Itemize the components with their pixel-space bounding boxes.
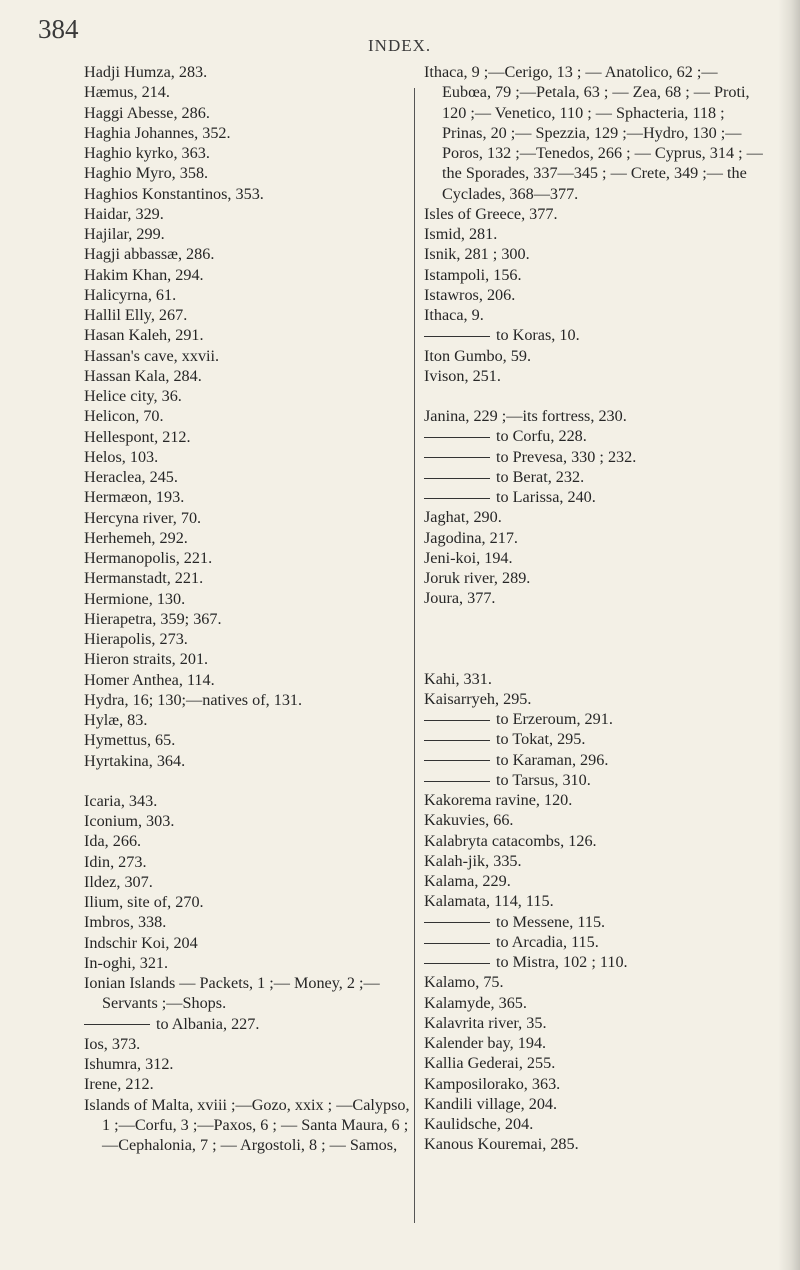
index-entry-text: Kalamyde, 365. [424, 993, 527, 1012]
index-entry-text: Kalender bay, 194. [424, 1034, 547, 1052]
index-entry [424, 1094, 764, 1114]
index-entry-text: Helice city, 36. [84, 387, 182, 405]
index-entry-text: Herhemeh, 292. [84, 528, 188, 547]
index-entry [424, 528, 764, 548]
index-entry-text: In-oghi, 321. [84, 953, 169, 972]
index-entry-text: Iconium, 303. [84, 812, 175, 830]
index-entry [84, 184, 414, 204]
index-entry-text: Hellespont, 212. [84, 427, 191, 446]
index-entry [84, 1095, 414, 1156]
index-entry [84, 366, 414, 386]
index-entry [424, 346, 764, 366]
index-entry [424, 1053, 764, 1073]
index-column-right [424, 62, 764, 1155]
index-entry-text: Indschir Koi, 204 [84, 933, 198, 952]
index-subentry [84, 1014, 414, 1034]
index-entry-text: Helos, 103. [84, 447, 159, 466]
index-subentry [424, 447, 764, 467]
index-entry-text: Jagodina, 217. [424, 528, 518, 547]
index-entry-text: to Albania, 227. [156, 1014, 260, 1033]
index-entry-text: to Koras, 10. [496, 326, 580, 345]
index-entry [424, 406, 764, 426]
index-entry-text: Istampoli, 156. [424, 265, 522, 284]
index-entry [84, 427, 414, 447]
index-entry [84, 589, 414, 609]
index-entry-text: Kalabryta catacombs, 126. [424, 831, 597, 850]
index-entry-text: Hassan's cave, xxvii. [84, 346, 220, 365]
index-entry [84, 305, 414, 325]
index-entry-text: to Mistra, 102 ; 110. [496, 953, 628, 971]
index-entry-text: Hermione, 130. [84, 589, 186, 608]
index-subentry [424, 912, 764, 932]
index-entry [84, 933, 414, 953]
index-entry [84, 447, 414, 467]
index-entry-text: Imbros, 338. [84, 913, 167, 932]
index-entry-text: Ismid, 281. [424, 225, 498, 243]
running-head: INDEX. [368, 36, 432, 55]
index-entry [424, 224, 764, 244]
index-entry-text: Haghia Johannes, 352. [84, 123, 231, 142]
index-entry-text: Kalama, 229. [424, 872, 511, 890]
index-entry [84, 528, 414, 548]
index-entry-text: Ildez, 307. [84, 872, 153, 891]
index-entry [84, 710, 414, 730]
ditto-dash [424, 437, 490, 438]
index-entry [424, 689, 764, 709]
page-header [38, 14, 762, 55]
index-entry [424, 972, 764, 992]
index-entry-text: to Erzeroum, 291. [496, 710, 613, 728]
index-entry-text: Hierapetra, 359; 367. [84, 609, 222, 628]
index-entry-text: Kandili village, 204. [424, 1094, 558, 1113]
index-entry-text: Irene, 212. [84, 1075, 154, 1094]
index-entry-text: Hallil Elly, 267. [84, 306, 188, 324]
index-entry-text: Kahi, 331. [424, 669, 492, 688]
index-entry-text: Hassan Kala, 284. [84, 366, 202, 385]
index-entry [84, 831, 414, 851]
index-entry [84, 690, 414, 710]
ditto-dash [424, 457, 490, 458]
index-entry-text: Hieron straits, 201. [84, 650, 209, 669]
index-entry [84, 852, 414, 872]
index-entry-text: to Prevesa, 330 ; 232. [496, 447, 637, 466]
index-entry-text: Kakorema ravine, 120. [424, 791, 573, 809]
index-entry [84, 204, 414, 224]
index-entry-text: Ios, 373. [84, 1034, 141, 1053]
section-spacer [424, 609, 764, 669]
index-entry-text: Hylæ, 83. [84, 711, 148, 729]
index-entry-text: Helicon, 70. [84, 407, 164, 426]
index-entry-text: Hydra, 16; 130;—natives of, 131. [84, 690, 303, 709]
ditto-dash [84, 1024, 150, 1025]
index-entry [84, 892, 414, 912]
index-entry [84, 508, 414, 528]
section-spacer [424, 386, 764, 406]
index-entry [424, 790, 764, 810]
ditto-dash [424, 922, 490, 923]
ditto-dash [424, 498, 490, 499]
index-entry-text: Ishumra, 312. [84, 1055, 174, 1073]
index-column-left [84, 62, 414, 1155]
ditto-dash [424, 740, 490, 741]
index-entry-text: Janina, 229 ;—its fortress, 230. [424, 407, 627, 425]
column-divider [414, 88, 415, 1223]
ditto-dash [424, 781, 490, 782]
index-entry-text: Kalamo, 75. [424, 973, 504, 992]
index-entry [84, 386, 414, 406]
index-entry-text: Isnik, 281 ; 300. [424, 245, 530, 264]
index-entry-text: Halicyrna, 61. [84, 285, 177, 304]
ditto-dash [424, 760, 490, 761]
index-entry [424, 204, 764, 224]
index-entry [424, 366, 764, 386]
index-entry-text: Haggi Abesse, 286. [84, 103, 210, 122]
index-entry-text: Idin, 273. [84, 852, 147, 871]
index-entry-text: Kallia Gederai, 255. [424, 1054, 556, 1073]
index-entry-text: Joura, 377. [424, 589, 496, 608]
index-entry [84, 163, 414, 183]
index-entry [424, 810, 764, 830]
index-entry-text: Kalavrita river, 35. [424, 1013, 547, 1032]
index-entry-text: Kalah-jik, 335. [424, 851, 522, 870]
index-entry [84, 123, 414, 143]
index-entry [84, 568, 414, 588]
index-entry-text: Ithaca, 9 ;—Cerigo, 13 ; — Anatolico, 62 ;—Eubœa, 79 ;—Petala, 63 ; — Zea, 68 ; — Proti, 120 ;— Venetico, 110 ; — Sphacteria, 118 ; Prinas, 20 ;— Spezzia, 129 ;—Hydro, 130 ;—Poros, 132 ;—Tenedos, 266 ; — Cyprus, 314 ; — the Sporades, 337—345 ; — Crete, 349 ;— the Cyclades, 368—377. [424, 63, 763, 203]
index-entry [424, 1114, 764, 1134]
index-entry-text: to Corfu, 228. [496, 427, 587, 446]
index-entry-text: Hierapolis, 273. [84, 630, 188, 648]
index-entry-text: Joruk river, 289. [424, 569, 531, 587]
index-entry [84, 62, 414, 82]
index-entry-text: Iton Gumbo, 59. [424, 346, 532, 365]
page-number: 384 [38, 14, 79, 44]
index-entry [84, 730, 414, 750]
index-subentry [424, 426, 764, 446]
index-entry [84, 406, 414, 426]
index-entry [424, 669, 764, 689]
index-entry [424, 244, 764, 264]
index-entry-text: Kalamata, 114, 115. [424, 892, 554, 911]
index-entry [84, 973, 414, 1014]
index-entry-text: Ithaca, 9. [424, 306, 484, 324]
index-entry [424, 285, 764, 305]
index-entry [424, 831, 764, 851]
index-entry [84, 791, 414, 811]
index-entry-text: Kaisarryeh, 295. [424, 689, 532, 708]
index-entry [84, 1034, 414, 1054]
index-entry-text: Hagji abbassæ, 286. [84, 245, 215, 264]
index-entry [424, 891, 764, 911]
index-entry [424, 568, 764, 588]
index-entry [424, 993, 764, 1013]
index-entry [84, 751, 414, 771]
index-entry [84, 1054, 414, 1074]
index-entry-text: to Karaman, 296. [496, 750, 609, 769]
index-entry-text: Jeni-koi, 194. [424, 548, 513, 567]
index-entry-text: Islands of Malta, xviii ;—Gozo, xxix ; —Calypso, 1 ;—Corfu, 3 ;—Paxos, 6 ; — Santa Maura, 6 ;—Cephalonia, 7 ; — Argostoli, 8 ; — Samos, [84, 1095, 410, 1154]
index-entry-text: to Messene, 115. [496, 912, 606, 931]
index-entry-text: Hæmus, 214. [84, 83, 170, 102]
index-entry [84, 143, 414, 163]
ditto-dash [424, 720, 490, 721]
index-entry-text: Jaghat, 290. [424, 508, 502, 527]
index-entry [84, 325, 414, 345]
index-entry-text: Hasan Kaleh, 291. [84, 326, 204, 345]
index-entry [424, 1074, 764, 1094]
index-entry-text: Heraclea, 245. [84, 468, 178, 486]
index-entry-text: Hajilar, 299. [84, 225, 165, 243]
index-entry-text: Kanous Kouremai, 285. [424, 1135, 579, 1154]
index-entry-text: Hermanopolis, 221. [84, 549, 213, 567]
ditto-dash [424, 478, 490, 479]
ditto-dash [424, 336, 490, 337]
index-entry-text: Kamposilorako, 363. [424, 1074, 561, 1093]
index-entry [84, 649, 414, 669]
index-subentry [424, 709, 764, 729]
page-edge-shadow [778, 0, 800, 1270]
index-subentry [424, 952, 764, 972]
index-subentry [424, 770, 764, 790]
index-subentry [424, 750, 764, 770]
index-entry [84, 811, 414, 831]
index-entry-text: Hakim Khan, 294. [84, 265, 204, 284]
index-entry [424, 62, 764, 204]
index-entry-text: to Arcadia, 115. [496, 932, 599, 951]
index-entry [424, 548, 764, 568]
index-entry [84, 487, 414, 507]
index-entry [84, 103, 414, 123]
index-entry-text: Ida, 266. [84, 832, 142, 851]
index-entry [424, 1013, 764, 1033]
index-entry-text: to Tokat, 295. [496, 730, 586, 749]
index-subentry [424, 325, 764, 345]
index-entry [84, 82, 414, 102]
index-entry-text: Haghios Konstantinos, 353. [84, 184, 264, 203]
index-entry-text: Kaulidsche, 204. [424, 1115, 534, 1133]
index-entry [84, 265, 414, 285]
index-subentry [424, 729, 764, 749]
index-entry [84, 467, 414, 487]
index-entry [424, 588, 764, 608]
index-entry-text: Haghio Myro, 358. [84, 164, 209, 183]
index-entry-text: Hyrtakina, 364. [84, 751, 186, 770]
index-entry-text: Hermanstadt, 221. [84, 569, 204, 588]
index-entry [424, 851, 764, 871]
index-entry [84, 1074, 414, 1094]
index-entry-text: Kakuvies, 66. [424, 811, 514, 830]
ditto-dash [424, 943, 490, 944]
ditto-dash [424, 963, 490, 964]
index-entry [84, 629, 414, 649]
index-entry-text: Hymettus, 65. [84, 731, 176, 750]
index-entry [84, 872, 414, 892]
index-entry [424, 305, 764, 325]
index-entry-text: Ionian Islands — Packets, 1 ;— Money, 2 ;—Servants ;—Shops. [84, 974, 380, 1013]
index-entry [424, 1134, 764, 1154]
index-entry [84, 953, 414, 973]
index-subentry [424, 487, 764, 507]
index-entry-text: Isles of Greece, 377. [424, 204, 558, 223]
index-entry [84, 548, 414, 568]
index-entry-text: to Tarsus, 310. [496, 770, 591, 789]
index-entry-text: Istawros, 206. [424, 285, 516, 304]
index-entry [84, 224, 414, 244]
section-spacer [84, 771, 414, 791]
index-entry [84, 244, 414, 264]
index-entry-text: Haghio kyrko, 363. [84, 144, 210, 162]
index-entry [84, 609, 414, 629]
index-entry [84, 285, 414, 305]
index-entry-text: Ilium, site of, 270. [84, 893, 204, 911]
index-entry [424, 265, 764, 285]
index-entry [84, 912, 414, 932]
index-subentry [424, 932, 764, 952]
index-entry-text: Haidar, 329. [84, 204, 164, 223]
index-entry-text: Homer Anthea, 114. [84, 670, 215, 689]
index-entry [84, 346, 414, 366]
index-entry [424, 871, 764, 891]
index-entry [424, 507, 764, 527]
index-entry-text: Ivison, 251. [424, 366, 501, 385]
index-entry-text: Hercyna river, 70. [84, 508, 202, 527]
index-entry-text: Hadji Humza, 283. [84, 63, 208, 81]
index-entry-text: Hermæon, 193. [84, 488, 185, 507]
index-entry [84, 670, 414, 690]
index-subentry [424, 467, 764, 487]
index-entry-text: Icaria, 343. [84, 791, 158, 810]
index-entry-text: to Berat, 232. [496, 467, 585, 486]
index-entry [424, 1033, 764, 1053]
index-entry-text: to Larissa, 240. [496, 488, 596, 506]
